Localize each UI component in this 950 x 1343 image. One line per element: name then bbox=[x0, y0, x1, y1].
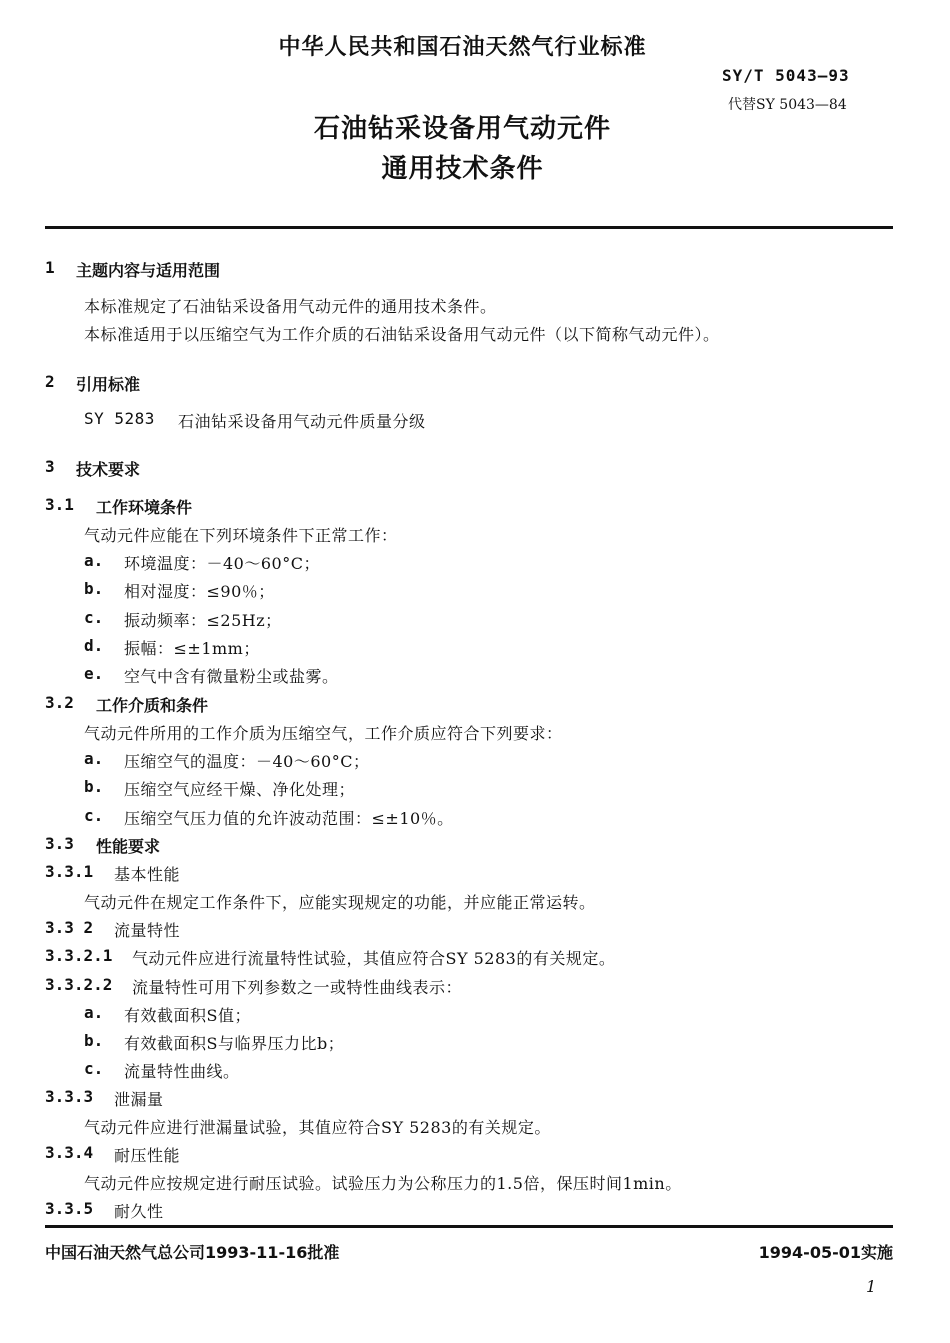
standard-code: SY/T 5043—93 bbox=[722, 66, 850, 85]
document-title-line-2: 通用技术条件 bbox=[381, 154, 544, 184]
section-3-1-title: 工作环境条件 bbox=[96, 498, 193, 517]
list-item-text: 压缩空气压力值的允许波动范围：≤±10％。 bbox=[124, 809, 454, 828]
section-3-3-4-title: 耐压性能 bbox=[114, 1146, 181, 1165]
section-3-3-3-text: 气动元件应进行泄漏量试验，其值应符合SY 5283的有关规定。 bbox=[84, 1118, 551, 1137]
list-item-text: 有效截面积S值； bbox=[124, 1006, 251, 1025]
list-item-label: e. bbox=[84, 664, 104, 683]
section-3-1-intro: 气动元件应能在下列环境条件下正常工作： bbox=[84, 526, 398, 545]
section-3-number: 3 bbox=[45, 457, 55, 476]
section-3-3-1-text: 气动元件在规定工作条件下，应能实现规定的功能，并应能正常运转。 bbox=[84, 893, 596, 912]
section-3-3-5-number: 3.3.5 bbox=[45, 1199, 94, 1218]
section-3-3-3-number: 3.3.3 bbox=[45, 1087, 94, 1106]
list-item-text: 振动频率：≤25Hz； bbox=[124, 611, 282, 630]
section-1-title: 主题内容与适用范围 bbox=[76, 261, 221, 280]
section-3-3-5-title: 耐久性 bbox=[114, 1202, 164, 1221]
section-3-3-1-number: 3.3.1 bbox=[45, 862, 94, 881]
list-item-text: 振幅：≤±1mm； bbox=[124, 639, 260, 658]
header-divider bbox=[45, 226, 893, 229]
section-3-3-2-title: 流量特性 bbox=[114, 921, 181, 940]
section-1-paragraph-1: 本标准规定了石油钻采设备用气动元件的通用技术条件。 bbox=[84, 297, 497, 316]
list-item-text: 空气中含有微量粉尘或盐雾。 bbox=[124, 667, 339, 686]
section-3-3-2-1-number: 3.3.2.1 bbox=[45, 946, 113, 965]
section-3-3-3-title: 泄漏量 bbox=[114, 1090, 164, 1109]
list-item-text: 有效截面积S与临界压力比b； bbox=[124, 1034, 345, 1053]
publisher-title: 中华人民共和国石油天然气行业标准 bbox=[278, 35, 647, 60]
section-3-2-title: 工作介质和条件 bbox=[96, 696, 209, 715]
list-item-label: c. bbox=[84, 608, 104, 627]
reference-code: SY 5283 bbox=[84, 409, 155, 428]
list-item-text: 相对湿度：≤90％； bbox=[124, 582, 275, 601]
list-item-label: b. bbox=[84, 579, 104, 598]
replaces-standard: 代替SY 5043—84 bbox=[728, 97, 847, 113]
footer-divider bbox=[45, 1225, 893, 1228]
section-3-3-2-1-text: 气动元件应进行流量特性试验，其值应符合SY 5283的有关规定。 bbox=[132, 949, 616, 968]
document-title-line-1: 石油钻采设备用气动元件 bbox=[313, 114, 611, 144]
list-item-label: b. bbox=[84, 777, 104, 796]
section-3-2-intro: 气动元件所用的工作介质为压缩空气，工作介质应符合下列要求： bbox=[84, 724, 563, 743]
section-3-3-2-number: 3.3 2 bbox=[45, 918, 94, 937]
list-item-label: c. bbox=[84, 806, 104, 825]
section-3-1-number: 3.1 bbox=[45, 495, 74, 514]
section-2-number: 2 bbox=[45, 372, 55, 391]
section-3-3-4-number: 3.3.4 bbox=[45, 1143, 94, 1162]
list-item-text: 流量特性曲线。 bbox=[124, 1062, 240, 1081]
list-item-text: 压缩空气应经干燥、净化处理； bbox=[124, 780, 356, 799]
list-item-text: 环境温度：－40～60°C； bbox=[124, 554, 320, 573]
section-1-paragraph-2: 本标准适用于以压缩空气为工作介质的石油钻采设备用气动元件（以下简称气动元件）。 bbox=[84, 325, 720, 344]
list-item-label: b. bbox=[84, 1031, 104, 1050]
list-item-label: a. bbox=[84, 749, 104, 768]
effective-date: 1994-05-01实施 bbox=[758, 1243, 893, 1262]
list-item-label: d. bbox=[84, 636, 104, 655]
list-item-label: a. bbox=[84, 551, 104, 570]
section-3-3-title: 性能要求 bbox=[96, 837, 161, 856]
section-3-3-4-text: 气动元件应按规定进行耐压试验。试验压力为公称压力的1.5倍，保压时间1min。 bbox=[84, 1174, 682, 1193]
page-number: 1 bbox=[866, 1277, 877, 1296]
section-3-title: 技术要求 bbox=[76, 460, 141, 479]
section-3-3-1-title: 基本性能 bbox=[114, 865, 181, 884]
list-item-text: 压缩空气的温度：－40～60°C； bbox=[124, 752, 370, 771]
reference-title: 石油钻采设备用气动元件质量分级 bbox=[178, 412, 426, 431]
list-item-label: a. bbox=[84, 1003, 104, 1022]
section-1-number: 1 bbox=[45, 258, 55, 277]
section-2-title: 引用标准 bbox=[76, 375, 141, 394]
list-item-label: c. bbox=[84, 1059, 104, 1078]
section-3-3-number: 3.3 bbox=[45, 834, 74, 853]
approval-note: 中国石油天然气总公司1993-11-16批准 bbox=[45, 1243, 340, 1262]
section-3-3-2-2-number: 3.3.2.2 bbox=[45, 975, 113, 994]
section-3-2-number: 3.2 bbox=[45, 693, 74, 712]
section-3-3-2-2-text: 流量特性可用下列参数之一或特性曲线表示： bbox=[132, 978, 463, 997]
